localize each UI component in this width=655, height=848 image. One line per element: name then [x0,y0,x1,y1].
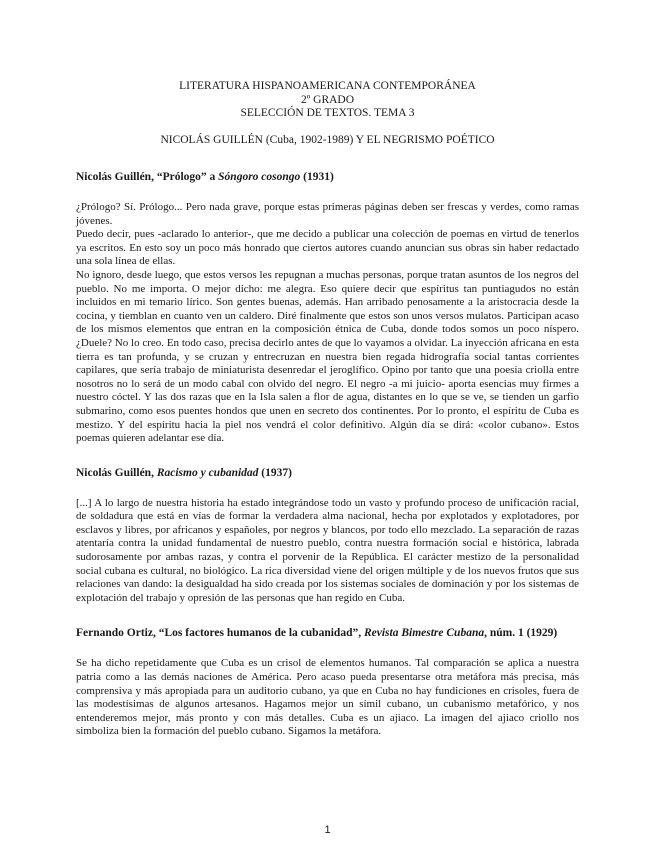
section-work: Sóngoro cosongo [218,171,301,183]
document-header [0,80,655,147]
section-prologo [76,170,579,446]
section-work: Revista Bimestre Cubana [363,627,485,640]
section-year: , núm. 1 (1929) [484,627,558,640]
course-title: LITERATURA HISPANOAMERICANA CONTEMPORÁNEA [179,80,476,92]
section-author: Nicolás Guillén, [76,171,157,183]
section-title-quoted: “Prólogo” a [156,171,219,183]
course-grade: 2º GRADO [300,93,355,106]
section-year: (1937) [258,466,292,479]
paragraph: [...] A lo largo de nuestra historia ha estado integrándose todo un vasto y profundo proceso de unificación racial, de soldadura que está en vías de formar la verdadera alma nacional, hecha por explotados y explotadores, por esclavos y libres, por africanos y españoles, por negros y blancos, por todo ello mezclado. La separación de razas atentaría contra la unidad fundamental de nuestro pueblo, contra nuestra formación social e histórica, labrada sudorosamente por ambas razas, y contra el porvenir de la República. El carácter mestizo de la personalidad social cubana es cultural, no biológico. La rica diversidad viene del origen múltiple y de los nuevos frutos que sus relaciones van dando: la desigualdad ha sido creada por los sistemas sociales de dominación y por los sistemas de explotación del trabajo y opresión de las personas que han regido en Cuba. [76,496,579,604]
section-work: Racismo y cubanidad [156,466,259,479]
section-text [76,201,579,446]
paragraph: No ignoro, desde luego, que estos versos les repugnan a muchas personas, porque tratan asuntos de los negros del pueblo. No me importa. O mejor dicho: me alegra. Eso quiere decir que espíritus tan puntiagudos no están incluidos en mi temario lírico. Son gentes buenas, además. Han arribado penosamente a la aristocracia desde la cocina, y tiemblan en cuanto ven un caldero. Diré finalmente que estos son unos versos mulatos. Participan acaso de los mismos elementos que entran en la composición étnica de Cuba, donde todos somos un poco níspero. ¿Duele? No lo creo. En todo caso, precisa decirlo antes de que lo vayamos a olvidar. La inyección africana en esta tierra es tan profunda, y se cruzan y entrecruzan en nuestra bien regada hidrografía social tantas corrientes capilares, que sería trabajo de miniaturista desenredar el jeroglífico. Opino por tanto que una poesía criolla entre nosotros no lo será de un modo cabal con olvido del negro. El negro -a mi juicio- aporta esencias muy firmes a nuestro cóctel. Y las dos razas que en la Isla salen a flor de agua, distantes en lo que se ve, se tienden un garfio submarino, como esos puentes hondos que unen en secreto dos continentes. Por lo pronto, el espíritu de Cuba es mestizo. Y del espíritu hacia la piel nos vendrá el color definitivo. Algún día se dirá: «color cubano». Estos poemas quieren adelantar ese día. [76,268,579,445]
paragraph: Se ha dicho repetidamente que Cuba es un crisol de elementos humanos. Tal comparación se aplica a nuestra patria como a las demás naciones de América. Pero acaso pueda presentarse otra metáfora más precisa, más comprensiva y más apropiada para un auditorio cubano, ya que en Cuba no hay fundiciones en crisoles, fuera de las modestísimas de algunos artesanos. Hagamos mejor un símil cubano, un cubanismo metafórico, y nos entenderemos mejor, más pronto y con más detalles. Cuba es un ajiaco. La imagen del ajiaco criollo nos simboliza bien la formación del pueblo cubano. Sigamos la metáfora. [76,657,579,738]
section-author: Nicolás Guillén, [76,466,157,479]
paragraph: Puedo decir, pues -aclarado lo anterior-, que me decido a publicar una colección de poemas en virtud de tenerlos ya escritos. En esto soy un poco más honrado que ciertos autores cuando anuncian sus obras sin haber redactado una sola línea de ellas. [76,228,579,268]
section-racismo [76,466,579,606]
page-number: 1 [324,824,331,836]
section-heading [76,170,579,184]
selection-title: SELECCIÓN DE TEXTOS. TEMA 3 [240,107,415,119]
section-text [76,497,579,606]
section-text [76,657,579,739]
section-heading [76,626,579,640]
section-title-quoted: “Los factores humanos de la cubanidad”, [158,627,364,640]
section-heading [76,466,579,480]
section-author: Fernando Ortiz, [76,627,159,640]
topic-title: NICOLÁS GUILLÉN (Cuba, 1902-1989) Y EL NEGRISMO POÉTICO [160,133,495,146]
section-year: (1931) [300,171,334,183]
paragraph: ¿Prólogo? Sí. Prólogo... Pero nada grave, porque estas primeras páginas deben ser frescas y verdes, como ramas jóvenes. [76,201,579,227]
document-body [76,170,579,739]
section-ortiz [76,626,579,739]
